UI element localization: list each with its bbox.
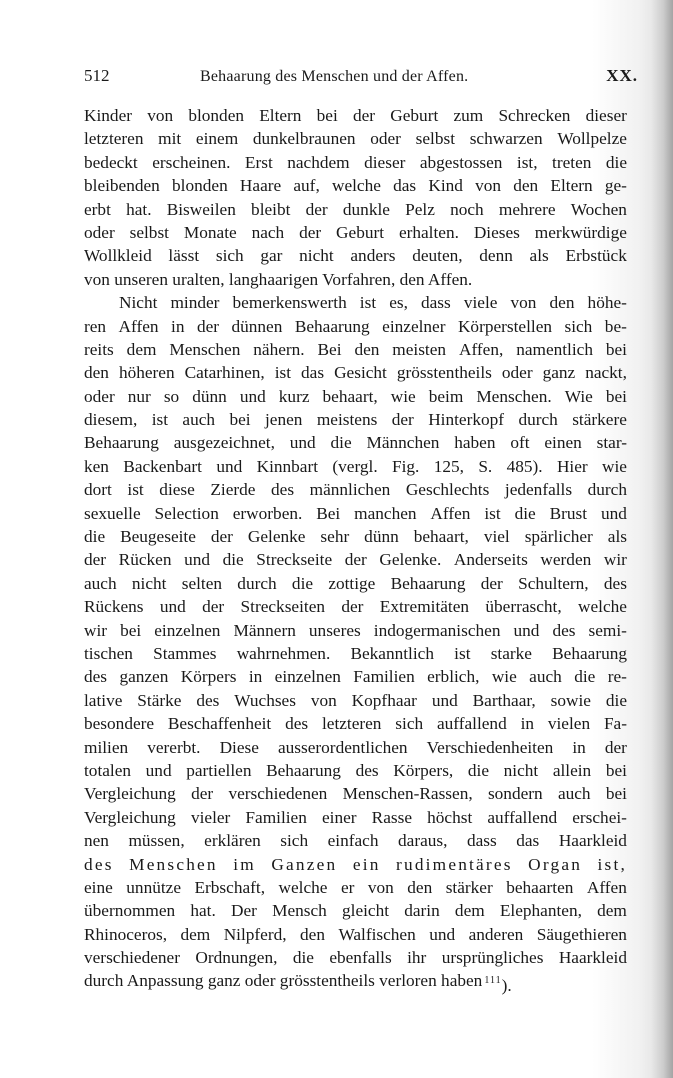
text-line: oder nur so dünn und kurz behaart, wie beim Menschen. Wie bei — [84, 386, 627, 406]
paragraph-start-line: Nicht minder bemerkenswerth ist es, dass viele von den höhe- — [119, 293, 627, 313]
text-line: Behaarung ausgezeichnet, und die Männchen haben oft einen star- — [84, 433, 627, 453]
final-line-text: durch Anpassung ganz oder grösstentheils verloren haben — [84, 971, 483, 991]
footnote-number: 111 — [484, 975, 502, 987]
text-line: auch nicht selten durch die zottige Behaarung der Schultern, des — [84, 573, 627, 593]
text-line: Vergleichung vieler Familien einer Rasse höchst auffallend erschei- — [84, 807, 627, 827]
section-number: XX. — [606, 66, 638, 85]
text-line: bleibenden blonden Haare auf, welche das Kind von den Eltern ge- — [84, 176, 627, 196]
text-line: totalen und partiellen Behaarung des Körpers, die nicht allein bei — [84, 760, 627, 780]
text-line: die Beugeseite der Gelenke sehr dünn behaart, viel spärlicher als — [84, 527, 627, 547]
text-line: tischen Stammes wahrnehmen. Bekanntlich ist starke Behaarung — [84, 643, 627, 663]
text-line: erbt hat. Bisweilen bleibt der dunkle Pelz noch mehrere Wochen — [84, 199, 627, 219]
footnote-reference — [484, 969, 512, 996]
emphasized-text-line: des Menschen im Ganzen ein rudimentäres Organ ist, — [84, 854, 627, 874]
text-line: verschiedener Ordnungen, die ebenfalls ihr ursprüngliches Haarkleid — [84, 948, 627, 968]
text-line: lative Stärke des Wuchses von Kopfhaar und Barthaar, sowie die — [84, 690, 627, 710]
page-edge-shadow — [651, 0, 673, 1078]
text-line: eine unnütze Erbschaft, welche er von den stärker behaarten Affen — [84, 877, 627, 897]
text-line: nen müssen, erklären sich einfach daraus, dass das Haarkleid — [84, 831, 627, 851]
text-line: milien vererbt. Diese ausserordentlichen Verschiedenheiten in der — [84, 737, 627, 757]
text-line: besondere Beschaffenheit des letzteren sich auffallend in vielen Fa- — [84, 714, 627, 734]
text-line: des ganzen Körpers in einzelnen Familien erblich, wie auch die re- — [84, 667, 627, 687]
text-line: letzteren mit einem dunkelbraunen oder selbst schwarzen Wollpelze — [84, 129, 627, 149]
text-line: dort ist diese Zierde des männlichen Geschlechts jedenfalls durch — [84, 480, 627, 500]
text-line: ren Affen in der dünnen Behaarung einzelner Körperstellen sich be- — [84, 316, 627, 336]
page-number: 512 — [84, 66, 110, 85]
text-line: sexuelle Selection erworben. Bei manchen Affen ist die Brust und — [84, 503, 627, 523]
text-line: übernommen hat. Der Mensch gleicht darin dem Elephanten, dem — [84, 901, 627, 921]
final-line — [84, 969, 627, 996]
text-line: Kinder von blonden Eltern bei der Geburt zum Schrecken dieser — [84, 106, 627, 125]
body-text — [84, 104, 627, 996]
paragraph-end-line: von unseren uralten, langhaarigen Vorfahren, den Affen. — [84, 269, 473, 289]
text-line: Rückens und der Streckseiten der Extremitäten überrascht, welche — [84, 597, 627, 617]
running-header — [84, 64, 656, 90]
text-line: den höheren Catarhinen, ist das Gesicht grösstentheils oder ganz nackt, — [84, 363, 627, 383]
running-title: Behaarung des Menschen und der Affen. — [200, 68, 469, 85]
closing-punctuation: ). — [501, 976, 512, 996]
text-line: Rhinoceros, dem Nilpferd, den Walfischen und anderen Säugethieren — [84, 924, 627, 944]
text-line: oder selbst Monate nach der Geburt erhalten. Dieses merkwürdige — [84, 222, 627, 242]
text-line: Vergleichung der verschiedenen Menschen-Rassen, sondern auch bei — [84, 784, 627, 804]
text-line: bedeckt erscheinen. Erst nachdem dieser abgestossen ist, treten die — [84, 152, 627, 172]
text-line: Wollkleid lässt sich gar nicht anders deuten, denn als Erbstück — [84, 246, 627, 266]
text-line: der Rücken und die Streckseite der Gelenke. Anderseits werden wir — [84, 550, 627, 570]
text-line: wir bei einzelnen Männern unseres indogermanischen und des semi- — [84, 620, 627, 640]
text-line: diesem, ist auch bei jenen meistens der Hinterkopf durch stärkere — [84, 410, 627, 430]
text-line: reits dem Menschen nähern. Bei den meisten Affen, namentlich bei — [84, 339, 627, 359]
text-line: ken Backenbart und Kinnbart (vergl. Fig. 125, S. 485). Hier wie — [84, 456, 627, 476]
